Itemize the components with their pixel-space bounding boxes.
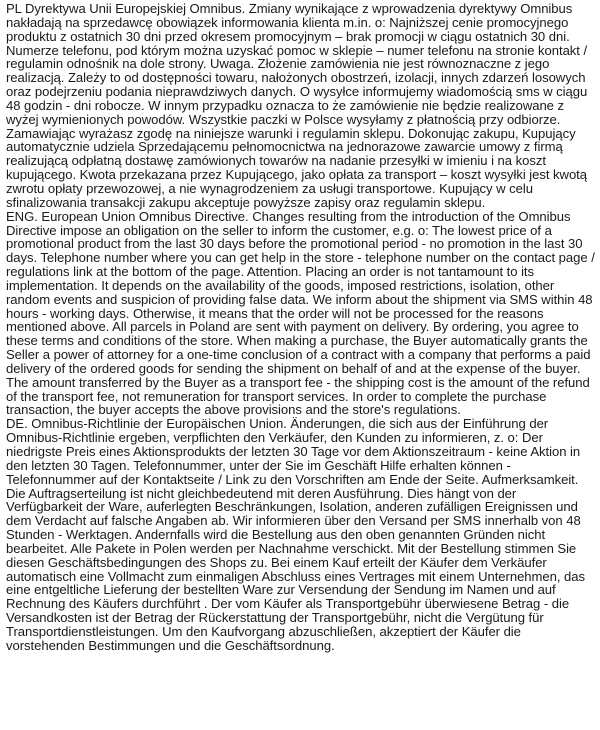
paragraph-eng: ENG. European Union Omnibus Directive. Changes resulting from the introduction of the Omnibus Directive impose an obligation on the seller to inform the customer, e.g. o: The lowest price of a promotional product from the last 30 days before the promotional period - no promotion in the last 30 days. Telephone number where you can get help in the store - telephone number on the contact page / regulations link at the bottom of the page. Attention. Placing an order is not tantamount to its implementation. It depends on the availability of the goods, imposed restrictions, isolation, other random events and suspicion of providing false data. We inform about the shipment via SMS within 48 hours - working days. Otherwise, it means that the order will not be processed for the reasons mentioned above. All parcels in Poland are sent with payment on delivery. By ordering, you agree to these terms and conditions of the store. When making a purchase, the Buyer automatically grants the Seller a power of attorney for a one-time conclusion of a contract with a company that performs a paid delivery of the ordered goods for sending the shipment on behalf of and at the expense of the buyer. The amount transferred by the Buyer as a transport fee - the shipping cost is the amount of the refund of the transport fee, not remuneration for transport services. In order to complete the purchase transaction, the buyer accepts the above provisions and the store's regulations.	[6, 208, 595, 418]
paragraph-pl: PL Dyrektywa Unii Europejskiej Omnibus. Zmiany wynikające z wprowadzenia dyrektywy Omnibus nakładają na sprzedawcę obowiązek informowania klienta m.in. o: Najniższej cenie promocyjnego produktu z ostatnich 30 dni przed okresem promocyjnym – brak promocji w ciągu ostatnich 30 dni. Numerze telefonu, pod którym można uzyskać pomoc w sklepie – numer telefonu na stronie kontakt / regulamin odnośnik na dole strony. Uwaga. Złożenie zamówienia nie jest równoznaczne z jego realizacją. Zależy to od dostępności towaru, nałożonych obostrzeń, izolacji, innych zdarzeń losowych oraz podejrzeniu podania nieprawdziwych danych. O wysyłce informujemy wiadomością sms w ciągu 48 godzin - dni robocze. W innym przypadku oznacza to że zamówienie nie będzie realizowane z wyżej wymienionych powodów. Wszystkie paczki w Polsce wysyłamy z płatnością przy odbiorze. Zamawiając wyrażasz zgodę na niniejsze warunki i regulamin sklepu. Dokonując zakupu, Kupujący automatycznie udziela Sprzedającemu pełnomocnictwa na jednorazowe zawarcie umowy z firmą realizującą odpłatną dostawę zamówionych towarów na nadanie przesyłki w imieniu i na koszt kupującego. Kwota przekazana przez Kupującego, jako opłata za transport – koszt wysyłki jest kwotą zwrotu opłaty przewozowej, a nie wynagrodzeniem za usługi transportowe. Kupujący w celu sfinalizowania transakcji zakupu akceptuje powyższe zapisy oraz regulamin sklepu.	[6, 1, 588, 210]
paragraph-de: DE. Omnibus-Richtlinie der Europäischen Union. Änderungen, die sich aus der Einführung der Omnibus-Richtlinie ergeben, verpflichten den Verkäufer, den Kunden zu informieren, z. o: Der niedrigste Preis eines Aktionsprodukts der letzten 30 Tage vor dem Aktionszeitraum - keine Aktion in den letzten 30 Tagen. Telefonnummer, unter der Sie im Geschäft Hilfe erhalten können - Telefonnummer auf der Kontaktseite / Link zu den Vorschriften am Ende der Seite. Aufmerksamkeit. Die Auftragserteilung ist nicht gleichbedeutend mit deren Ausführung. Dies hängt von der Verfügbarkeit der Ware, auferlegten Beschränkungen, Isolation, anderen zufälligen Ereignissen und dem Verdacht auf falsche Angaben ab. Wir informieren über den Versand per SMS innerhalb von 48 Stunden - Werktagen. Andernfalls wird die Bestellung aus den oben genannten Gründen nicht bearbeitet. Alle Pakete in Polen werden per Nachnahme verschickt. Mit der Bestellung stimmen Sie diesen Geschäftsbedingungen des Shops zu. Bei einem Kauf erteilt der Käufer dem Verkäufer automatisch eine Vollmacht zum einmaligen Abschluss eines Vertrages mit einem Unternehmen, das eine entgeltliche Lieferung der bestellten Ware zur Versendung der Sendung im Namen und auf Rechnung des Käufers durchführt . Der vom Käufer als Transportgebühr überwiesene Betrag - die Versandkosten ist der Betrag der Rückerstattung der Transportgebühr, nicht die Vergütung für Transportdienstleistungen. Um den Kaufvorgang abzuschließen, akzeptiert der Käufer die vorstehenden Bestimmungen und die Geschäftsordnung.	[6, 416, 586, 653]
